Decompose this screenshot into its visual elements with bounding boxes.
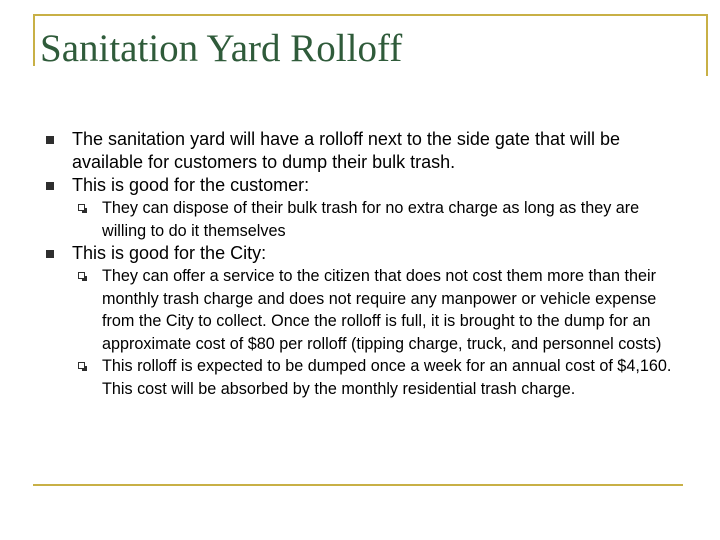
bullet-item [40, 174, 680, 197]
bullet-item [40, 128, 680, 174]
sub-bullet-text: This rolloff is expected to be dumped once a week for an annual cost of $4,160. This cost will be absorbed by the monthly residential trash charge. [102, 357, 672, 398]
sub-bullet-text: They can dispose of their bulk trash for no extra charge as long as they are willing to do it themselves [102, 199, 640, 240]
slide-body [40, 128, 680, 400]
bullet-text: This is good for the customer: [72, 175, 310, 195]
right-rule [706, 14, 708, 76]
top-rule [33, 14, 708, 16]
square-bullet-icon [46, 182, 54, 190]
hollow-square-bullet-icon [78, 272, 85, 279]
left-rule [33, 14, 35, 66]
sub-bullet-text: They can offer a service to the citizen that does not cost them more than their monthly trash charge and does not require any manpower or vehicle expense from the City to collect. Once the rolloff is full, it is brought to the dump for an approximate cost of $80 per rolloff (tipping charge, truck, and personnel costs) [102, 267, 662, 353]
sub-bullet-item [40, 355, 680, 400]
bullet-text: The sanitation yard will have a rolloff next to the side gate that will be available for customers to dump their bulk trash. [72, 129, 620, 172]
bullet-item [40, 242, 680, 265]
bullet-text: This is good for the City: [72, 243, 267, 263]
hollow-square-bullet-icon [78, 204, 85, 211]
square-bullet-icon [46, 250, 54, 258]
bottom-rule [33, 484, 683, 486]
square-bullet-icon [46, 136, 54, 144]
slide-title: Sanitation Yard Rolloff [40, 27, 403, 70]
sub-bullet-item [40, 265, 680, 355]
hollow-square-bullet-icon [78, 362, 85, 369]
sub-bullet-item [40, 197, 680, 242]
